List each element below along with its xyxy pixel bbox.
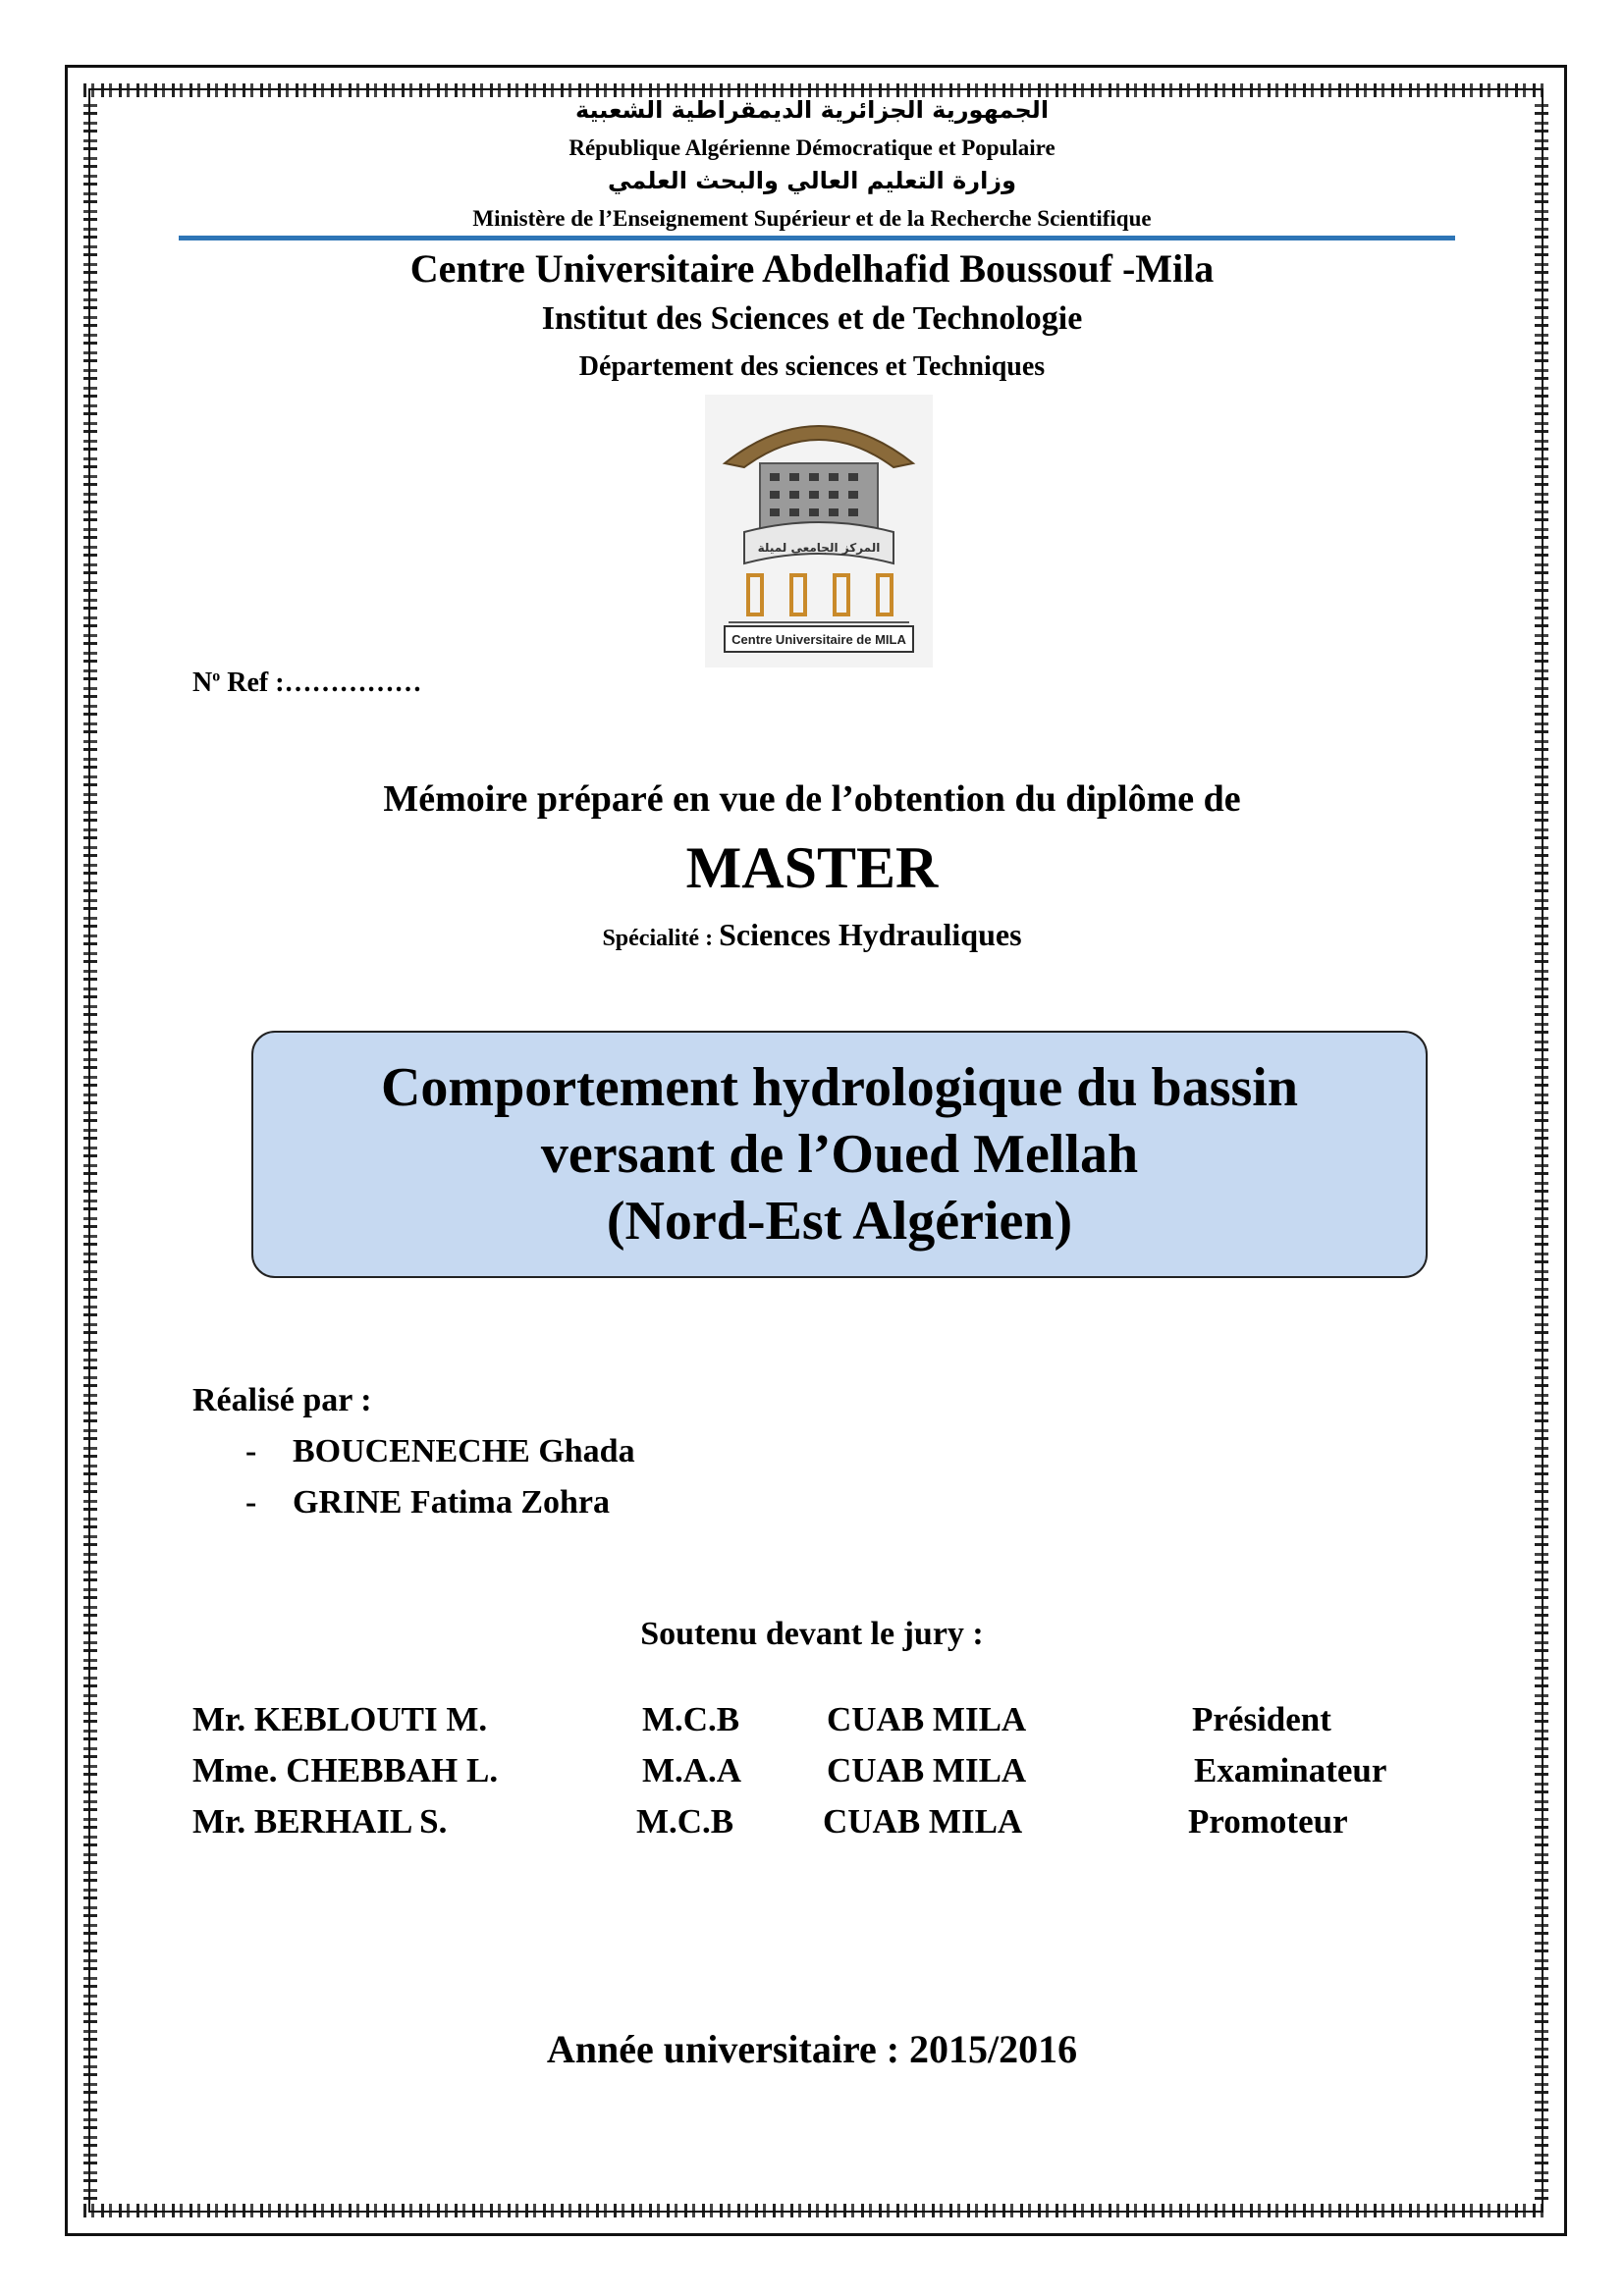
university-logo — [705, 395, 933, 667]
jury-institution: CUAB MILA — [827, 1751, 1027, 1789]
jury-role: Promoteur — [1188, 1802, 1348, 1841]
author-bullet: - — [245, 1484, 257, 1521]
jury-grade: M.C.B — [636, 1802, 734, 1841]
jury-institution: CUAB MILA — [827, 1700, 1027, 1738]
jury-name: Mme. CHEBBAH L. — [192, 1751, 499, 1789]
institute-name: Institut des Sciences et de Technologie — [541, 300, 1083, 337]
header-rule — [179, 236, 1455, 240]
republic-line: République Algérienne Démocratique et Populaire — [568, 135, 1056, 160]
degree-title: MASTER — [685, 835, 939, 900]
reference-number: $N^o$ Ref :…………… — [192, 667, 422, 698]
author-name: BOUCENECHE Ghada — [293, 1433, 635, 1469]
author-name: GRINE Fatima Zohra — [293, 1484, 610, 1521]
thesis-title-line-3: (Nord-Est Algérien) — [606, 1191, 1073, 1252]
jury-role: Examinateur — [1194, 1751, 1387, 1789]
authors-label: Réalisé par : — [192, 1382, 372, 1418]
jury-grade: M.C.B — [642, 1700, 740, 1738]
speciality-line: Spécialité : Sciences Hydrauliques — [602, 917, 1022, 952]
jury-institution: CUAB MILA — [823, 1802, 1023, 1841]
thesis-title-line-1: Comportement hydrologique du bassin — [380, 1057, 1298, 1118]
author-bullet: - — [245, 1433, 257, 1469]
university-name: Centre Universitaire Abdelhafid Boussouf -Mila — [409, 246, 1215, 291]
diploma-intro: Mémoire préparé en vue de l’obtention du diplôme de — [383, 778, 1241, 820]
jury-role: Président — [1192, 1700, 1331, 1738]
jury-grade: M.A.A — [642, 1751, 742, 1789]
logo-arabic-caption: المركز الجامعي لميلة — [757, 541, 881, 555]
thesis-title-box — [251, 1031, 1428, 1278]
arabic-ministry: وزارة التعليم العالي والبحث العلمي — [607, 167, 1017, 194]
thesis-title-line-2: versant de l’Oued Mellah — [540, 1124, 1139, 1185]
jury-name: Mr. BERHAIL S. — [192, 1802, 448, 1841]
ministry-line: Ministère de l’Enseignement Supérieur et de la Recherche Scientifique — [472, 206, 1152, 231]
jury-name: Mr. KEBLOUTI M. — [192, 1700, 488, 1738]
logo-caption: Centre Universitaire de MILA — [731, 632, 906, 647]
jury-heading: Soutenu devant le jury : — [640, 1616, 984, 1652]
department-name: Département des sciences et Techniques — [578, 351, 1046, 382]
arabic-republic: الجمهورية الجزائرية الديمقراطية الشعبية — [574, 96, 1050, 124]
academic-year: Année universitaire : 2015/2016 — [546, 2027, 1078, 2071]
